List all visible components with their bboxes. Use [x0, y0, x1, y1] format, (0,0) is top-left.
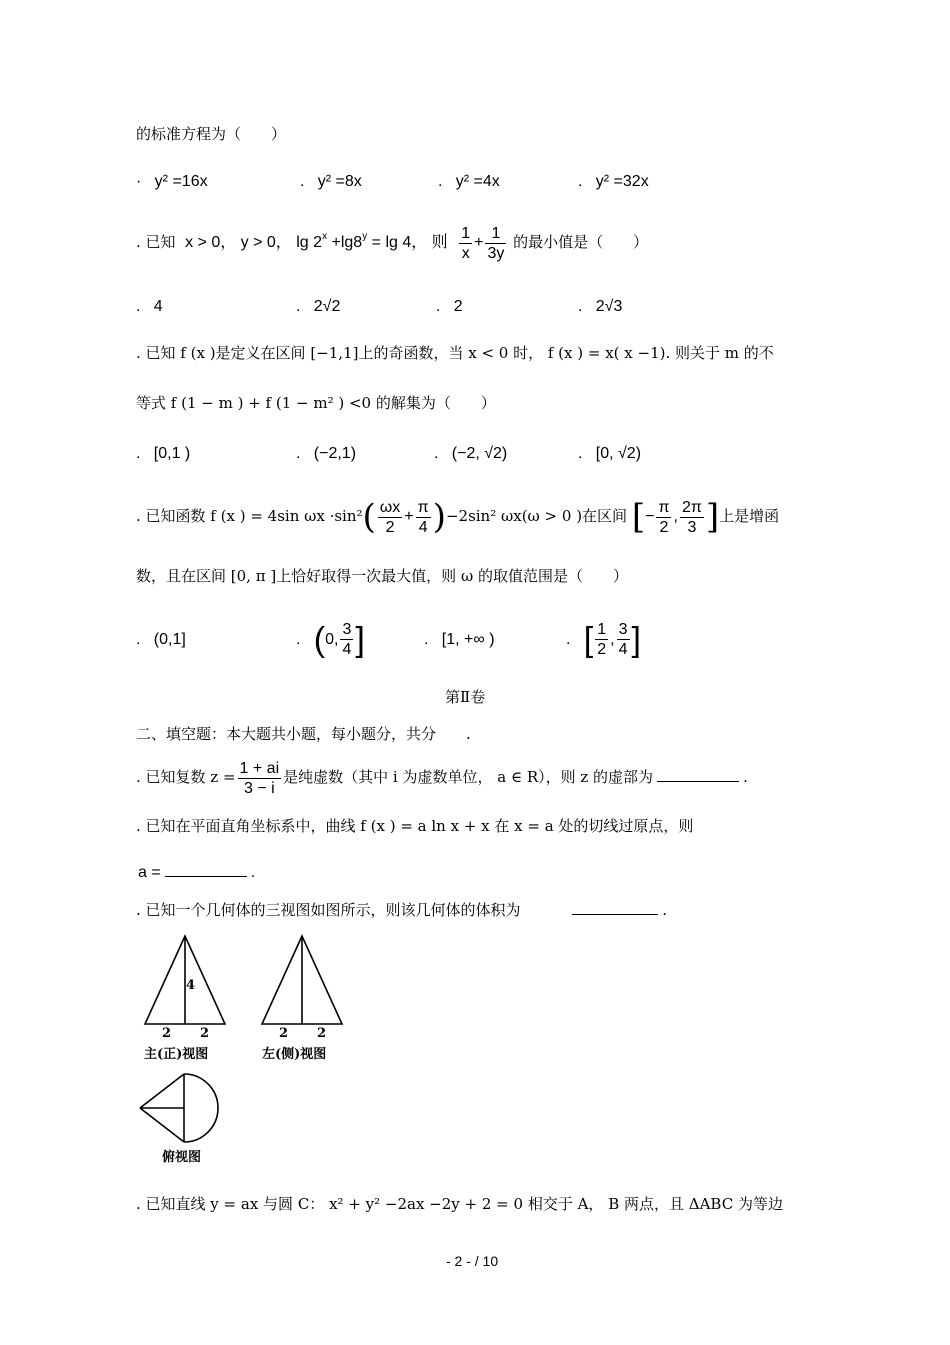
front-dim-right: 2	[200, 1026, 210, 1041]
option-c: . [1, +∞ )	[424, 631, 495, 648]
top-view-arc	[184, 1074, 218, 1142]
question-odd-line2: 等式 f (1 − m ) + f (1 − m² ) <0 的解集为（ ）	[136, 394, 496, 412]
question-trig-line2: 数，且在区间 [0, π ]上恰好取得一次最大值，则 ω 的取值范围是（ ）	[136, 567, 628, 585]
answer-blank[interactable]	[657, 767, 739, 782]
front-view-label: 主(正)视图	[144, 1047, 209, 1062]
front-dim-left: 2	[162, 1026, 172, 1041]
side-view-label: 左(侧)视图	[262, 1047, 327, 1062]
option-c: . y² =4x	[438, 173, 500, 190]
question-lg: . 已知 x > 0， y > 0， $\lg 2^x +\lg 8^y = \lg 4$， 则 $\frac{1}{x}$ + $\frac{1}{3y}$ 的最小值是（ ）	[136, 224, 649, 262]
section-title: 第Ⅱ卷	[445, 688, 486, 706]
option-d: . [ $\frac{1}{2}$ , $\frac{3}{4}$ ]	[566, 620, 641, 659]
fraction: $\frac{1}{x}$	[461, 224, 471, 262]
option-a: . 4	[136, 298, 163, 315]
top-view-edge	[140, 1108, 184, 1142]
question-volume: . 已知一个几何体的三视图如图所示，则该几何体的体积为 .	[136, 901, 668, 919]
answer-blank[interactable]	[165, 862, 247, 877]
question-trig-line1: . 已知函数 f (x ) = 4sin ωx ·sin²( $\frac{\omega x}{2}$ + $\frac{\pi}{4}$ )−2sin² ωx(ω > 0 )在区间 [− $\frac{\pi}{2}$ , $\frac{2\pi}{3}$ ]上是增函	[136, 497, 780, 537]
top-view-label: 俯视图	[162, 1150, 202, 1165]
answer-blank[interactable]	[572, 900, 658, 915]
option-c: . 2	[436, 298, 463, 315]
question-odd-line1: . 已知 f (x )是定义在区间 [−1,1]上的奇函数，当 x < 0 时， f (x ) = x( x −1). 则关于 m 的不	[136, 344, 774, 362]
side-dim-left: 2	[279, 1026, 289, 1041]
question-tangent-line1: . 已知在平面直角坐标系中，曲线 f (x ) = a ln x + x 在 x = a 处的切线过原点，则	[136, 817, 694, 835]
front-height-label: 4	[186, 978, 196, 993]
option-c: . (−2, √2)	[434, 445, 508, 462]
option-b: . 2√2	[296, 298, 341, 315]
question-stem: 的标准方程为（ ）	[136, 125, 287, 143]
option-d: . y² =32x	[578, 173, 649, 190]
option-a: . [0,1 )	[136, 445, 191, 462]
top-view-edge	[140, 1074, 184, 1108]
option-b: . (−2,1)	[296, 445, 357, 462]
page-number: - 2 - / 10	[446, 1253, 499, 1269]
question-tangent-line2: a = .	[138, 864, 256, 881]
side-dim-right: 2	[317, 1026, 327, 1041]
option-b: . y² =8x	[300, 173, 362, 190]
fraction: $\frac{1}{3y}$	[487, 224, 505, 262]
fill-in-heading: 二、填空题：本大题共小题，每小题分，共分 .	[136, 725, 471, 743]
option-d: . 2√3	[578, 298, 623, 315]
question-circle: . 已知直线 y = ax 与圆 C： x² + y² −2ax −2y + 2 = 0 相交于 A， B 两点，且 ΔABC 为等边	[136, 1195, 783, 1213]
option-d: . [0, √2)	[578, 445, 642, 462]
option-a: · y² =16x	[136, 173, 208, 190]
option-a: . (0,1]	[136, 631, 186, 648]
option-b: . (0, $\frac{3}{4}$ ]	[296, 620, 365, 659]
question-complex: . 已知复数 z = $\frac{1 + ai}{3 - i}$ 是纯虚数（其中 i 为虚数单位， a ∈ R），则 z 的虚部为 .	[136, 759, 748, 797]
